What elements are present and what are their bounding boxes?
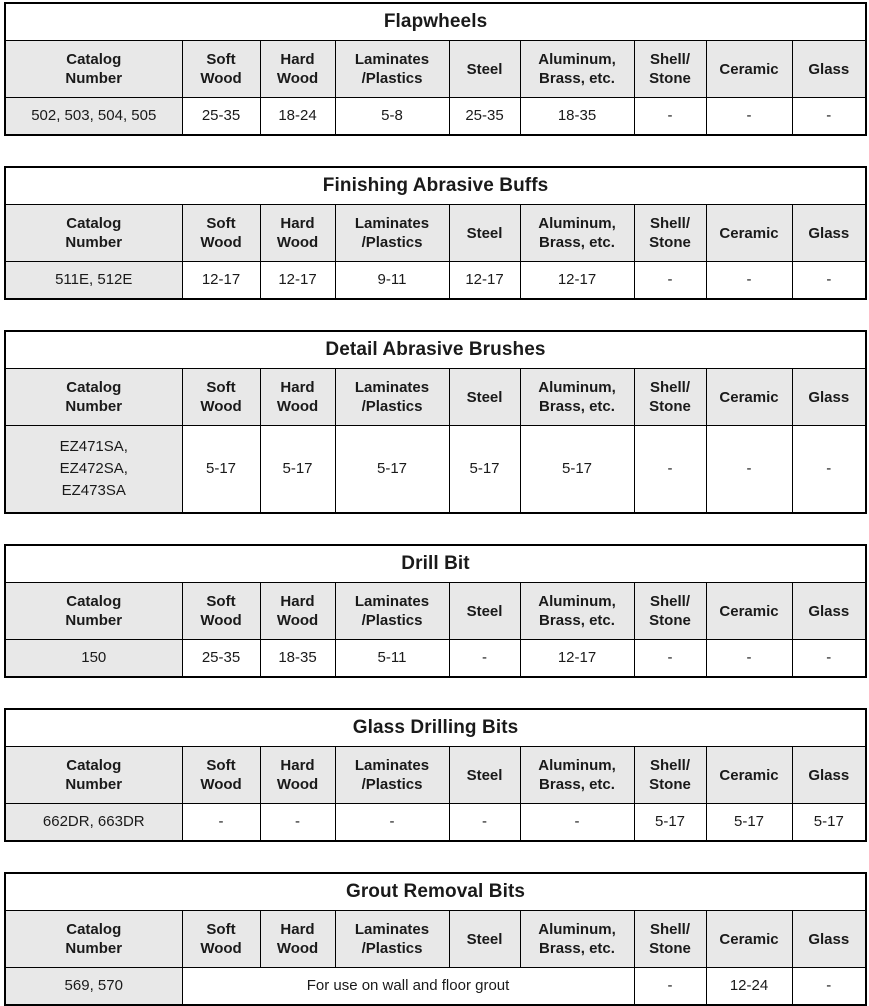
column-header-catalog-number [5, 41, 182, 98]
header-line-2: Wood [200, 940, 242, 957]
column-header-ceramic: Ceramic [706, 583, 792, 640]
table-header-row [5, 41, 866, 98]
column-header-laminates-plastics [335, 369, 449, 426]
header-line-1: Hard [280, 757, 315, 774]
cell-hard-wood: 18-35 [260, 640, 335, 678]
column-header-shell-stone [634, 205, 706, 262]
header-line-1: Soft [206, 379, 236, 396]
spec-table-finishing-abrasive-buffs [4, 166, 867, 300]
column-header-glass: Glass [792, 911, 866, 968]
cell-laminates-plastics: 9-11 [335, 262, 449, 300]
column-header-glass: Glass [792, 747, 866, 804]
table-title-row [5, 167, 866, 205]
table-header-row [5, 369, 866, 426]
cell-steel: 5-17 [449, 426, 520, 514]
table-row [5, 262, 866, 300]
table-title-row [5, 3, 866, 41]
header-line-1: Catalog [66, 215, 122, 232]
column-header-ceramic: Ceramic [706, 911, 792, 968]
spec-table-grout-removal-bits [4, 872, 867, 1006]
cell-glass: 5-17 [792, 804, 866, 842]
column-header-steel: Steel [449, 747, 520, 804]
cell-aluminum-brass: 18-35 [520, 98, 634, 136]
header-line-1: Laminates [354, 757, 430, 774]
header-line-1: Laminates [354, 921, 430, 938]
header-line-2: Wood [276, 398, 319, 415]
column-header-soft-wood [182, 205, 260, 262]
header-line-2: Stone [649, 398, 691, 415]
column-header-hard-wood [260, 205, 335, 262]
cell-soft-wood: 5-17 [182, 426, 260, 514]
table-title-row [5, 545, 866, 583]
header-line-1: Laminates [354, 215, 430, 232]
column-header-laminates-plastics [335, 911, 449, 968]
header-line-1: Shell/ [649, 593, 690, 610]
header-line-2: Brass, etc. [539, 612, 615, 629]
cell-hard-wood: 18-24 [260, 98, 335, 136]
header-line-2: Stone [649, 234, 691, 251]
cell-catalog-number [5, 426, 182, 514]
header-line-2: Number [65, 70, 123, 87]
cell-laminates-plastics: 5-11 [335, 640, 449, 678]
header-line-1: Catalog [66, 921, 122, 938]
header-line-1: Soft [206, 757, 236, 774]
cell-hard-wood: - [260, 804, 335, 842]
header-line-2: Number [65, 612, 123, 629]
header-line-2: Brass, etc. [539, 70, 615, 87]
cell-shell-stone: 5-17 [634, 804, 706, 842]
column-header-laminates-plastics [335, 747, 449, 804]
column-header-shell-stone [634, 747, 706, 804]
column-header-catalog-number [5, 583, 182, 640]
header-line-2: Stone [649, 776, 691, 793]
header-line-1: Laminates [354, 593, 430, 610]
cell-soft-wood: 25-35 [182, 98, 260, 136]
header-line-1: Hard [280, 921, 315, 938]
table-header-row [5, 911, 866, 968]
table-row [5, 426, 866, 514]
cell-aluminum-brass: 12-17 [520, 640, 634, 678]
cell-ceramic: 5-17 [706, 804, 792, 842]
header-line-2: /Plastics [361, 398, 423, 415]
header-line-2: Brass, etc. [539, 398, 615, 415]
header-line-1: Soft [206, 215, 236, 232]
column-header-catalog-number [5, 205, 182, 262]
cell-shell-stone: - [634, 98, 706, 136]
table-title: Glass Drilling Bits [5, 709, 866, 747]
column-header-steel: Steel [449, 205, 520, 262]
header-line-1: Shell/ [649, 921, 690, 938]
column-header-glass: Glass [792, 369, 866, 426]
table-row [5, 640, 866, 678]
table-title: Drill Bit [5, 545, 866, 583]
header-line-1: Hard [280, 379, 315, 396]
table-title-row [5, 331, 866, 369]
header-line-1: Laminates [354, 379, 430, 396]
cell-ceramic: - [706, 98, 792, 136]
header-line-2: Wood [276, 70, 319, 87]
cell-catalog-number: 511E, 512E [5, 262, 182, 300]
cell-hard-wood: 5-17 [260, 426, 335, 514]
table-row [5, 968, 866, 1006]
column-header-shell-stone [634, 41, 706, 98]
cell-catalog-number: 502, 503, 504, 505 [5, 98, 182, 136]
column-header-hard-wood [260, 911, 335, 968]
header-line-1: Catalog [66, 51, 122, 68]
cell-catalog-number: 569, 570 [5, 968, 182, 1006]
table-title: Detail Abrasive Brushes [5, 331, 866, 369]
column-header-ceramic: Ceramic [706, 369, 792, 426]
cell-soft-wood: 12-17 [182, 262, 260, 300]
column-header-aluminum-brass [520, 41, 634, 98]
header-line-2: Number [65, 776, 123, 793]
column-header-aluminum-brass [520, 911, 634, 968]
table-row [5, 804, 866, 842]
column-header-hard-wood [260, 747, 335, 804]
cell-aluminum-brass: - [520, 804, 634, 842]
header-line-1: Aluminum, [538, 215, 616, 232]
header-line-2: Wood [276, 234, 319, 251]
header-line-2: Stone [649, 612, 691, 629]
column-header-soft-wood [182, 583, 260, 640]
cell-laminates-plastics: 5-17 [335, 426, 449, 514]
table-title: Finishing Abrasive Buffs [5, 167, 866, 205]
column-header-shell-stone [634, 911, 706, 968]
column-header-catalog-number [5, 911, 182, 968]
header-line-1: Laminates [354, 51, 430, 68]
column-header-glass: Glass [792, 41, 866, 98]
cell-merged-usage-note: For use on wall and floor grout [182, 968, 634, 1006]
header-line-2: /Plastics [361, 776, 423, 793]
column-header-soft-wood [182, 911, 260, 968]
cell-glass: - [792, 98, 866, 136]
header-line-1: Catalog [66, 593, 122, 610]
header-line-1: Shell/ [649, 51, 690, 68]
header-line-2: Stone [649, 940, 691, 957]
cell-aluminum-brass: 5-17 [520, 426, 634, 514]
spec-table-detail-abrasive-brushes [4, 330, 867, 514]
column-header-ceramic: Ceramic [706, 747, 792, 804]
header-line-1: Aluminum, [538, 51, 616, 68]
cell-ceramic: - [706, 426, 792, 514]
header-line-1: Hard [280, 215, 315, 232]
column-header-aluminum-brass [520, 205, 634, 262]
header-line-1: Soft [206, 593, 236, 610]
column-header-ceramic: Ceramic [706, 205, 792, 262]
header-line-1: Aluminum, [538, 921, 616, 938]
cell-steel: - [449, 804, 520, 842]
header-line-2: Wood [200, 776, 242, 793]
column-header-aluminum-brass [520, 583, 634, 640]
header-line-1: Shell/ [649, 757, 690, 774]
cell-shell-stone: - [634, 262, 706, 300]
cell-laminates-plastics: 5-8 [335, 98, 449, 136]
table-header-row [5, 205, 866, 262]
header-line-2: Number [65, 234, 123, 251]
cell-glass: - [792, 262, 866, 300]
catalog-line-2: EZ472SA, [59, 460, 128, 477]
cell-shell-stone: - [634, 968, 706, 1006]
header-line-1: Aluminum, [538, 593, 616, 610]
header-line-2: Brass, etc. [539, 940, 615, 957]
table-header-row [5, 747, 866, 804]
catalog-line-3: EZ473SA [61, 482, 126, 499]
header-line-2: Number [65, 940, 123, 957]
header-line-2: Number [65, 398, 123, 415]
cell-catalog-number: 662DR, 663DR [5, 804, 182, 842]
cell-ceramic: - [706, 262, 792, 300]
catalog-line-1: EZ471SA, [59, 438, 128, 455]
cell-steel: 25-35 [449, 98, 520, 136]
column-header-hard-wood [260, 369, 335, 426]
header-line-2: Wood [200, 234, 242, 251]
column-header-soft-wood [182, 747, 260, 804]
cell-glass: - [792, 968, 866, 1006]
header-line-2: /Plastics [361, 940, 423, 957]
header-line-1: Soft [206, 51, 236, 68]
header-line-2: Wood [200, 70, 242, 87]
column-header-catalog-number [5, 747, 182, 804]
column-header-soft-wood [182, 369, 260, 426]
header-line-2: Brass, etc. [539, 776, 615, 793]
column-header-catalog-number [5, 369, 182, 426]
table-title-row [5, 873, 866, 911]
column-header-laminates-plastics [335, 583, 449, 640]
cell-shell-stone: - [634, 640, 706, 678]
spec-table-flapwheels [4, 2, 867, 136]
column-header-ceramic: Ceramic [706, 41, 792, 98]
cell-shell-stone: - [634, 426, 706, 514]
header-line-2: Stone [649, 70, 691, 87]
column-header-hard-wood [260, 583, 335, 640]
header-line-1: Aluminum, [538, 757, 616, 774]
table-header-row [5, 583, 866, 640]
header-line-1: Shell/ [649, 379, 690, 396]
column-header-laminates-plastics [335, 41, 449, 98]
header-line-2: /Plastics [361, 70, 423, 87]
cell-steel: 12-17 [449, 262, 520, 300]
spec-table-glass-drilling-bits [4, 708, 867, 842]
cell-aluminum-brass: 12-17 [520, 262, 634, 300]
cell-soft-wood: 25-35 [182, 640, 260, 678]
column-header-steel: Steel [449, 911, 520, 968]
cell-ceramic: - [706, 640, 792, 678]
cell-soft-wood: - [182, 804, 260, 842]
header-line-1: Catalog [66, 379, 122, 396]
column-header-shell-stone [634, 369, 706, 426]
column-header-aluminum-brass [520, 747, 634, 804]
header-line-2: Wood [276, 940, 319, 957]
cell-ceramic: 12-24 [706, 968, 792, 1006]
column-header-hard-wood [260, 41, 335, 98]
cell-glass: - [792, 426, 866, 514]
column-header-soft-wood [182, 41, 260, 98]
header-line-1: Soft [206, 921, 236, 938]
column-header-laminates-plastics [335, 205, 449, 262]
cell-glass: - [792, 640, 866, 678]
header-line-2: /Plastics [361, 612, 423, 629]
header-line-1: Hard [280, 593, 315, 610]
cell-hard-wood: 12-17 [260, 262, 335, 300]
cell-steel: - [449, 640, 520, 678]
column-header-glass: Glass [792, 205, 866, 262]
table-row [5, 98, 866, 136]
column-header-steel: Steel [449, 369, 520, 426]
column-header-steel: Steel [449, 41, 520, 98]
table-title: Grout Removal Bits [5, 873, 866, 911]
header-line-1: Catalog [66, 757, 122, 774]
header-line-1: Hard [280, 51, 315, 68]
cell-laminates-plastics: - [335, 804, 449, 842]
header-line-1: Aluminum, [538, 379, 616, 396]
table-title-row [5, 709, 866, 747]
column-header-aluminum-brass [520, 369, 634, 426]
spec-table-drill-bit [4, 544, 867, 678]
header-line-2: Wood [200, 612, 242, 629]
column-header-shell-stone [634, 583, 706, 640]
column-header-glass: Glass [792, 583, 866, 640]
header-line-2: Wood [276, 776, 319, 793]
header-line-2: Wood [276, 612, 319, 629]
table-title: Flapwheels [5, 3, 866, 41]
cell-catalog-number: 150 [5, 640, 182, 678]
header-line-2: /Plastics [361, 234, 423, 251]
header-line-1: Shell/ [649, 215, 690, 232]
header-line-2: Wood [200, 398, 242, 415]
header-line-2: Brass, etc. [539, 234, 615, 251]
column-header-steel: Steel [449, 583, 520, 640]
